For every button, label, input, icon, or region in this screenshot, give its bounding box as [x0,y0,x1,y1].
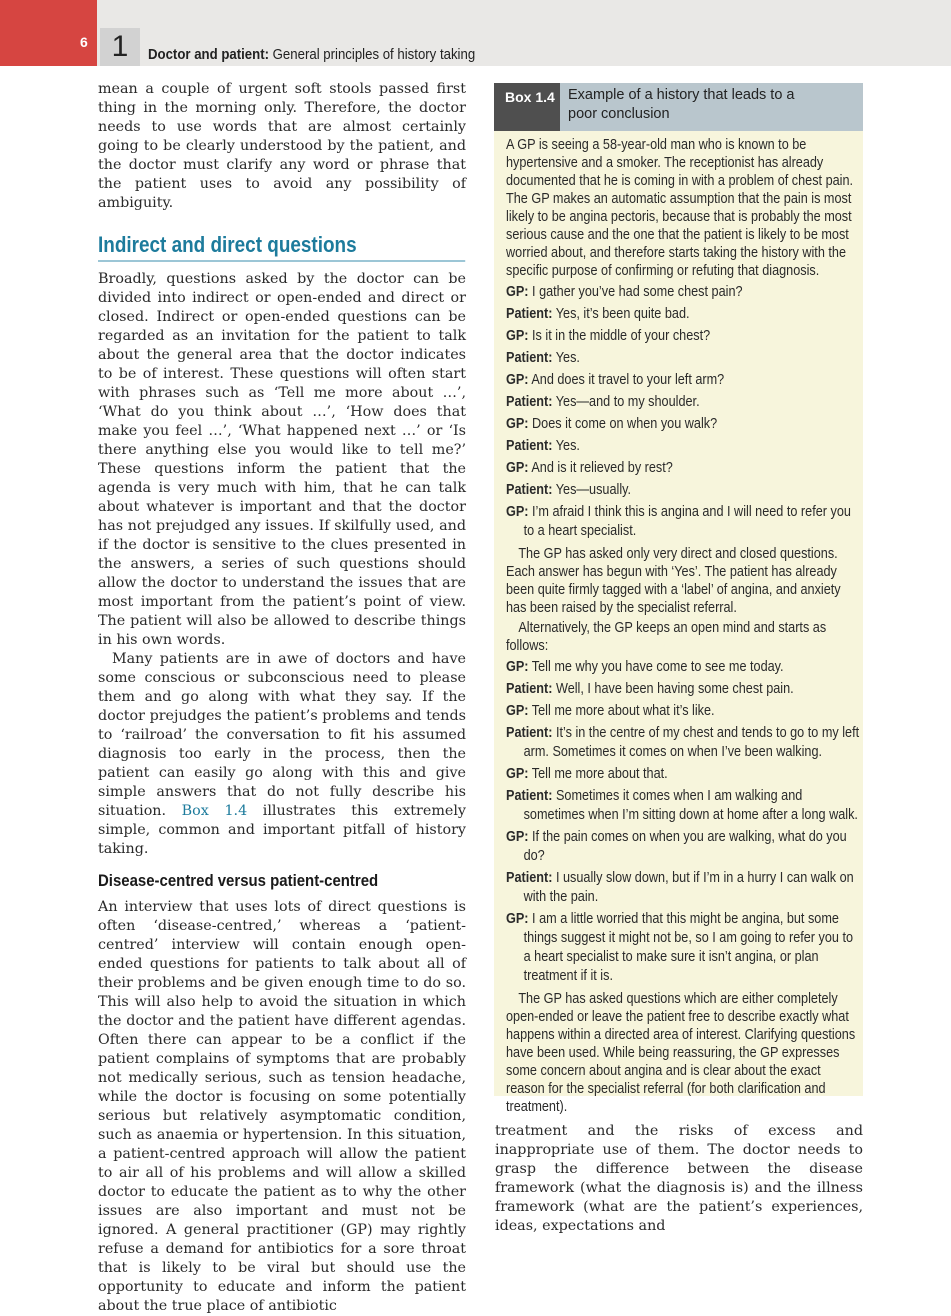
speaker-label: Patient: [506,394,553,410]
para2-text-b: illustrates this extremely simple, common and important pitfall of history taking. [98,803,466,857]
box-label [494,83,560,131]
page-number: 6 [80,34,88,50]
dialogue-text: I usually slow down, but if I’m in a hurry I can walk on with the pain. [523,870,854,905]
box-caption [560,83,863,131]
dialogue-text: Yes—usually. [552,482,632,498]
speaker-label: GP: [506,659,529,675]
intro-paragraph: mean a couple of urgent soft stools passed first thing in the morning only. Therefore, the doctor needs to use words that are almost certainly going to be clearly understood by the patient, and the doctor must clarify any word or phrase that the patient uses to avoid any possibility of ambiguity. [98,81,466,211]
chapter-title-bold: Doctor and patient: [148,46,269,63]
dialogue-text: And does it travel to your left arm? [528,372,725,388]
dialogue-line [506,787,862,825]
dialogue-text: Yes, it’s been quite bad. [552,306,690,322]
dialogue-line [506,481,862,500]
dialogue-text: Sometimes it comes when I am walking and sometimes when I’m sitting down at home after a long walk. [523,788,858,823]
subheading: Disease-centred versus patient-centred [98,871,379,890]
dialogue-text: I’m afraid I think this is angina and I will need to refer you to a heart specialist. [523,504,851,539]
dialogue-text: Yes. [552,350,580,366]
dialogue-text: Does it come on when you walk? [528,416,718,432]
paragraph-patients-awe [98,650,466,859]
dialogue-line [506,680,862,699]
chapter-title [148,46,475,63]
box-1-4-link[interactable]: Box 1.4 [181,803,248,819]
speaker-label: Patient: [506,482,553,498]
dialogue-line [506,437,862,456]
paragraph-indirect-questions: Broadly, questions asked by the doctor can be divided into indirect or open-ended and direct or closed. Indirect or open-ended questions can be regarded as an invitation for the patient to talk about the general area that the doctor indicates to be of interest. These questions will often start with phrases such as ‘Tell me more about …’, ‘What do you think about …’, ‘How does that make you feel …’, ‘What happened next …’ or ‘Is there anything else you would like to tell me?’ These questions inform the patient that the agenda is very much with him, that he can talk about whatever is important and that the doctor has not prejudged any issues. If skilfully used, and if the doctor is sensitive to the clues presented in the answers, a series of such questions should allow the doctor to understand the issues that are most important from the patient’s point of view. The patient will also be allowed to describe things in his own words. [98,271,466,648]
speaker-label: Patient: [506,438,553,454]
dialogue-text: I am a little worried that this might be angina, but some things suggest it might not be, so I am going to refer you to a heart specialist to make sure it isn’t angina, or plan treatment if it is. [523,911,854,984]
dialogue-text: It’s in the centre of my chest and tends to go to my left arm. Sometimes it comes on when I’ve been walking. [523,725,860,760]
dialogue-line [506,869,862,907]
header-red-tab [0,0,97,66]
speaker-label: GP: [506,284,529,300]
section-heading: Indirect and direct questions [98,235,465,262]
speaker-label: Patient: [506,725,553,741]
right-continuation-paragraph: treatment and the risks of excess and inappropriate use of them. The doctor needs to grasp the difference between the disease framework (what the diagnosis is) and the illness framework (what are the patient’s experiences, ideas, expectations and [495,1123,863,1234]
left-column [98,80,466,1316]
dialogue-line [506,702,862,721]
dialogue-text: Yes—and to my shoulder. [552,394,700,410]
dialogue-text: I gather you’ve had some chest pain? [528,284,743,300]
speaker-label: GP: [506,460,529,476]
dialogue-line [506,765,862,784]
dialogue-text: Well, I have been having some chest pain. [552,681,794,697]
dialogue-line [506,828,862,866]
box-1-4 [494,83,863,1115]
box-intro: A GP is seeing a 58-year-old man who is known to be hypertensive and a smoker. The receptionist has already documented that he is coming in with a problem of chest pain. The GP makes an automatic assumption that the pain is most likely to be angina pectoris, because that is probably the most serious cause and the one that the patient is likely to be most worried about, and therefore starts taking the history with the specific purpose of confirming or refuting that diagnosis. [506,137,854,279]
speaker-label: GP: [506,328,529,344]
dialogue-text: Is it in the middle of your chest? [528,328,711,344]
dialogue-text: If the pain comes on when you are walking, what do you do? [523,829,847,864]
speaker-label: Patient: [506,350,553,366]
speaker-label: Patient: [506,306,553,322]
dialogue-line [506,910,862,986]
chapter-number: 1 [100,28,140,66]
dialogue-open-questions [506,658,862,986]
speaker-label: Patient: [506,870,553,886]
dialogue-line [506,503,862,541]
speaker-label: GP: [506,703,529,719]
dialogue-line [506,724,862,762]
speaker-label: GP: [506,766,529,782]
box-caption-text: Example of a history that leads to a poor conclusion [568,87,795,122]
dialogue-line [506,658,862,677]
dialogue-text: Yes. [552,438,580,454]
dialogue-line [506,349,862,368]
chapter-title-rest: General principles of history taking [269,46,476,63]
para2-text-a: Many patients are in awe of doctors and have some conscious or subconscious need to please them and go along with what they say. If the doctor prejudges the patient’s problems and tends to ‘railroad’ the conversation to fit his assumed diagnosis too early in the process, then the patient can easily go along with this and give simple answers that do not fully describe his situation. [98,651,466,819]
right-column [495,1122,863,1236]
dialogue-text: Tell me more about that. [528,766,668,782]
speaker-label: GP: [506,829,529,845]
dialogue-text: Tell me why you have come to see me today. [528,659,784,675]
dialogue-line [506,415,862,434]
box-comment-closed: The GP has asked only very direct and closed questions. Each answer has begun with ‘Yes’. The patient has already been quite firmly tagged with a ‘label’ of angina, and anxiety has been raised by the specialist referral. [506,546,841,616]
speaker-label: GP: [506,911,529,927]
dialogue-text: And is it relieved by rest? [528,460,673,476]
dialogue-line [506,327,862,346]
speaker-label: GP: [506,372,529,388]
dialogue-closed-questions [506,283,862,541]
speaker-label: Patient: [506,788,553,804]
dialogue-line [506,393,862,412]
dialogue-line [506,371,862,390]
speaker-label: GP: [506,504,529,520]
dialogue-line [506,459,862,478]
box-label-text: Box 1.4 [505,89,555,105]
paragraph-disease-centred: An interview that uses lots of direct questions is often ‘disease-centred,’ whereas a ‘patient-centred’ interview will contain enough open-ended questions for patients to talk about all of their problems and be given enough time to do so. This will also help to avoid the situation in which the doctor and the patient have different agendas. Often there can appear to be a conflict if the patient complains of symptoms that are probably not medically serious, such as tension headache, while the doctor is focusing on some potentially serious but relatively asymptomatic condition, such as anaemia or hypertension. In this situation, a patient-centred approach will allow the patient to air all of his problems and will allow a skilled doctor to educate the patient as to why the other issues are also important and must not be ignored. A general practitioner (GP) may rightly refuse a demand for antibiotics for a sore throat that is likely to be viral but should use the opportunity to educate and inform the patient about the true place of antibiotic [98,899,466,1314]
dialogue-line [506,283,862,302]
speaker-label: GP: [506,416,529,432]
box-comment-alternative: Alternatively, the GP keeps an open mind and starts as follows: [506,620,827,654]
box-comment-open: The GP has asked questions which are either completely open-ended or leave the patient free to describe exactly what happens within a directed area of interest. Clarifying questions have been used. While being reassuring, the GP expresses some concern about angina and is clear about the exact reason for the specialist referral (for both clarification and treatment). [506,991,856,1115]
speaker-label: Patient: [506,681,553,697]
dialogue-text: Tell me more about what it’s like. [528,703,715,719]
dialogue-line [506,305,862,324]
box-body [506,136,860,1116]
